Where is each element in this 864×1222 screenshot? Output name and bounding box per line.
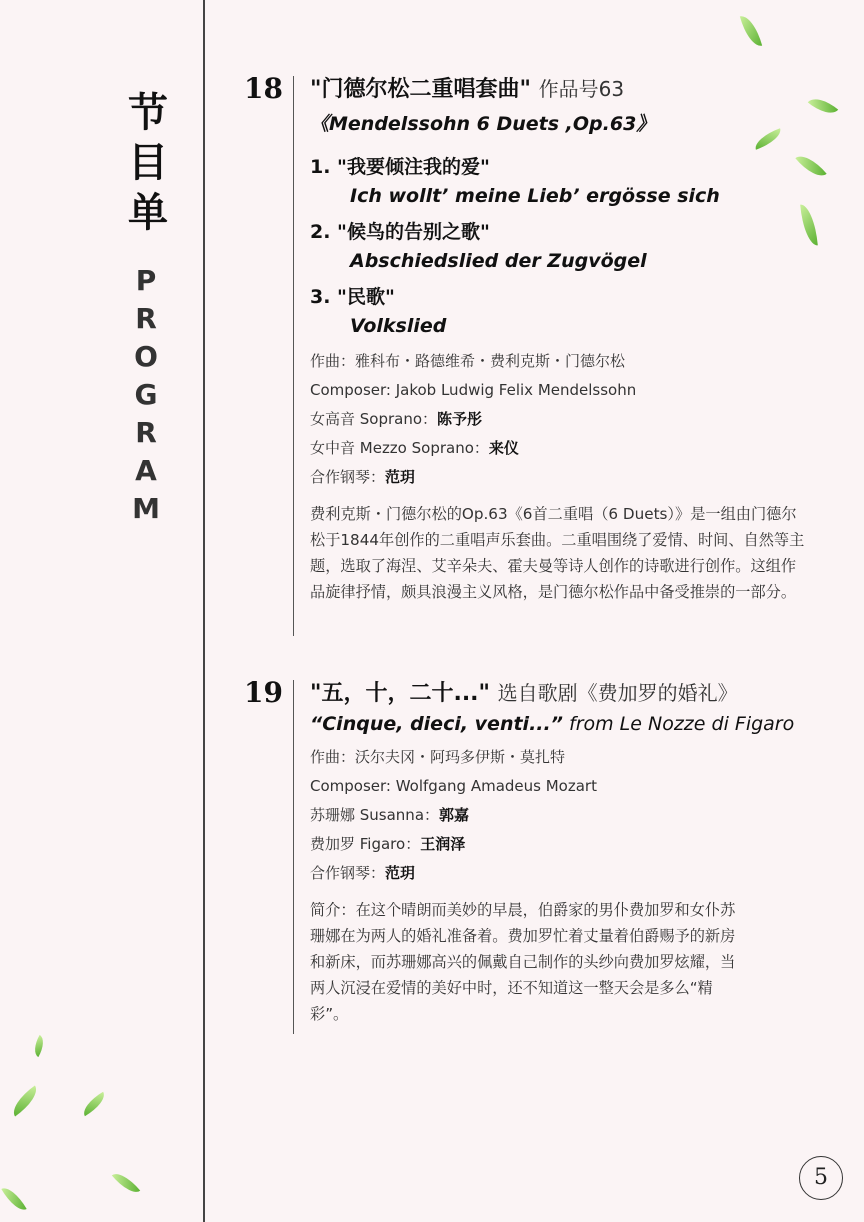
info-label: 苏珊娜 Susanna：	[310, 806, 440, 824]
performer-info	[310, 747, 850, 883]
side-title-en-char: R	[135, 302, 157, 335]
soprano	[310, 409, 850, 429]
leaf-icon	[112, 1168, 140, 1199]
composer-cn	[310, 747, 850, 767]
side-title-en	[126, 262, 166, 528]
info-label: 合作钢琴：	[310, 864, 386, 882]
item-title-en	[310, 713, 850, 735]
performer-name: 陈予彤	[437, 410, 483, 428]
info-label: 女高音 Soprano：	[310, 410, 438, 428]
pianist	[310, 863, 850, 883]
info-label: 费加罗 Figaro：	[310, 835, 421, 853]
performer-name: 范玥	[385, 864, 416, 882]
side-title-cn-char: 单	[128, 190, 168, 236]
movement-title-cn: 3. "民歌"	[310, 286, 395, 308]
side-title-en-char: A	[135, 454, 157, 487]
item-title-cn	[310, 72, 850, 103]
side-title-en-char: P	[135, 264, 157, 297]
item-divider	[293, 76, 294, 636]
item-title-cn	[310, 676, 850, 707]
info-label: Composer: Jakob Ludwig Felix Mendelssohn	[310, 381, 637, 399]
program-item-19	[244, 676, 844, 1036]
item-content	[310, 72, 850, 605]
movement-1	[310, 152, 850, 207]
item-title-cn-main: "五，十，二十..."	[310, 681, 490, 706]
item-description: 简介：在这个晴朗而美妙的早晨，伯爵家的男仆费加罗和女仆苏珊娜在为两人的婚礼准备着。费加罗忙着丈量着伯爵赐予的新房和新床，而苏珊娜高兴的佩戴自己制作的头纱向费加罗炫耀，当两人沉浸在爱情的美好中时，还不知道这一整天会是多么“精彩”。	[310, 901, 736, 1023]
item-divider	[293, 680, 294, 1034]
page-number: 5	[799, 1156, 843, 1200]
movement-3	[310, 282, 850, 337]
item-content	[310, 676, 850, 1027]
performer-info	[310, 351, 850, 487]
leaf-icon	[740, 13, 762, 49]
leaf-icon	[1, 1183, 26, 1215]
performer-name: 郭嘉	[439, 806, 470, 824]
item-title-cn-suffix: 选自歌剧《费加罗的婚礼》	[497, 681, 738, 705]
info-label: 女中音 Mezzo Soprano：	[310, 439, 489, 457]
info-label: 合作钢琴：	[310, 468, 386, 486]
figaro	[310, 834, 850, 854]
info-label: 作曲：沃尔夫冈・阿玛多伊斯・莫扎特	[310, 748, 566, 766]
item-title-cn-main: "门德尔松二重唱套曲"	[310, 77, 531, 102]
movement-2	[310, 217, 850, 272]
pianist	[310, 467, 850, 487]
side-title-en-char: G	[134, 378, 158, 411]
composer-cn	[310, 351, 850, 371]
info-label: Composer: Wolfgang Amadeus Mozart	[310, 777, 597, 795]
susanna	[310, 805, 850, 825]
side-title-cn-char: 目	[128, 140, 168, 186]
composer-en	[310, 776, 850, 796]
side-title-cn	[118, 88, 178, 238]
leaf-icon	[30, 1035, 49, 1057]
movement-title-cn: 2. "候鸟的告别之歌"	[310, 221, 490, 243]
movement-title-en: Abschiedslied der Zugvögel	[350, 250, 647, 272]
side-title-cn-char: 节	[128, 90, 168, 136]
item-title-en: 《Mendelssohn 6 Duets ,Op.63》	[310, 113, 656, 135]
performer-name: 来仪	[488, 439, 519, 457]
performer-name: 王润泽	[420, 835, 466, 853]
leaf-icon	[79, 1092, 109, 1116]
mezzo-soprano	[310, 438, 850, 458]
item-title-cn-suffix: 作品号63	[538, 77, 625, 101]
movement-title-cn: 1. "我要倾注我的爱"	[310, 156, 490, 178]
item-title-en-rest: from Le Nozze di Figaro	[562, 713, 795, 735]
performer-name: 范玥	[385, 468, 416, 486]
side-title-en-char: R	[135, 416, 157, 449]
item-number: 18	[244, 72, 283, 105]
item-number: 19	[244, 676, 283, 709]
side-title-en-char: M	[132, 492, 160, 525]
composer-en	[310, 380, 850, 400]
movement-title-en: Volkslied	[350, 315, 447, 337]
info-label: 作曲：雅科布・路德维希・费利克斯・门德尔松	[310, 352, 626, 370]
program-item-18	[244, 72, 844, 642]
movement-title-en: Ich wollt’ meine Lieb’ ergösse sich	[350, 185, 720, 207]
side-title-en-char: O	[134, 340, 158, 373]
item-description: 费利克斯・门德尔松的Op.63《6首二重唱（6 Duets）》是一组由门德尔松于1844年创作的二重唱声乐套曲。二重唱围绕了爱情、时间、自然等主题，选取了海涅、艾辛朵夫、霍夫曼等诗人创作的诗歌进行创作。这组作品旋律抒情，颇具浪漫主义风格，是门德尔松作品中备受推崇的一部分。	[310, 505, 805, 601]
leaf-icon	[7, 1086, 43, 1117]
item-title-en-main: “Cinque, dieci, venti...”	[310, 713, 563, 735]
sidebar-divider	[203, 0, 205, 1222]
